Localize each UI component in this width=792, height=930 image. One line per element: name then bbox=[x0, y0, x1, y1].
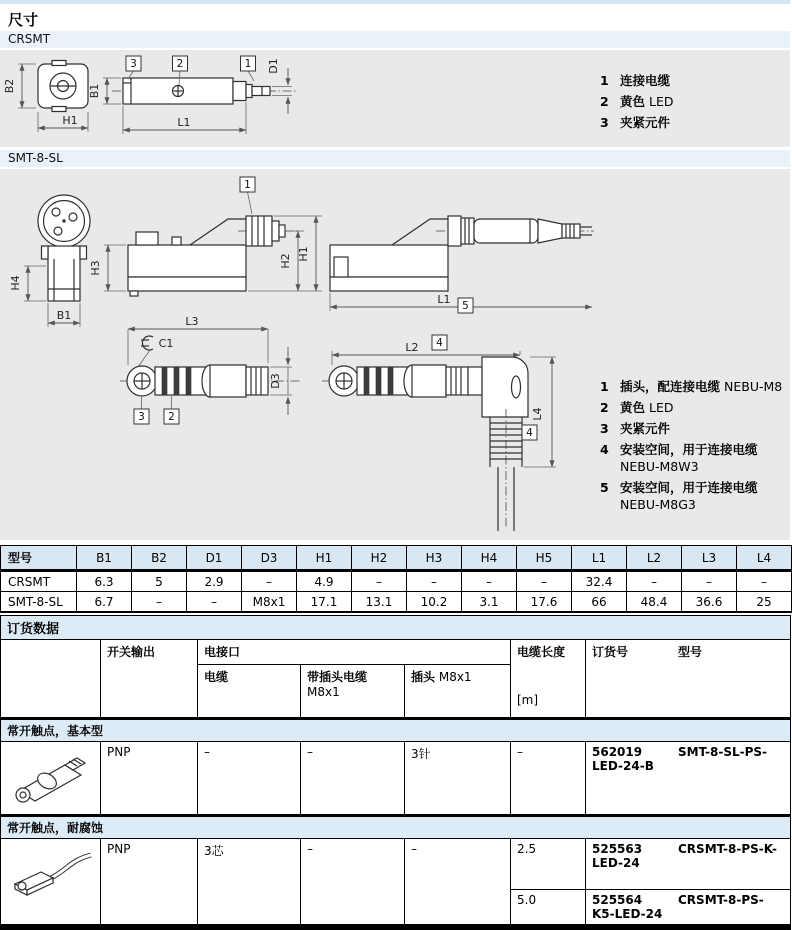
col-header: H5 bbox=[517, 546, 572, 571]
cell-cable-length: – bbox=[511, 742, 586, 816]
col-header-cable-with-plug: 带插头电缆 M8x1 bbox=[301, 665, 405, 719]
cell-cable: 3芯 bbox=[198, 839, 301, 928]
legend-item: 1 连接电缆 bbox=[600, 73, 671, 88]
cell: – bbox=[737, 571, 792, 592]
cell: 48.4 bbox=[627, 592, 682, 613]
cell-cable-length: 5.0 bbox=[511, 890, 586, 928]
cell: 4.9 bbox=[297, 571, 352, 592]
dim-label-l1: L1 bbox=[177, 116, 191, 129]
dim-label-l2: L2 bbox=[405, 341, 419, 354]
col-header-plug: 插头 M8x1 bbox=[405, 665, 511, 719]
col-header-cable-length: 电缆长度 [m] bbox=[511, 640, 586, 719]
smt-side-view-connector bbox=[330, 216, 594, 291]
cell: 2.9 bbox=[187, 571, 242, 592]
svg-text:5: 5 bbox=[462, 300, 469, 312]
cell: 13.1 bbox=[352, 592, 407, 613]
cell: 10.2 bbox=[407, 592, 462, 613]
section-header-crsmt: CRSMT bbox=[0, 31, 790, 48]
dim-label-l4: L4 bbox=[531, 407, 544, 421]
dim-label-b2: B2 bbox=[3, 78, 16, 94]
col-header: L1 bbox=[572, 546, 627, 571]
col-header-image bbox=[1, 640, 101, 719]
dim-label-b1: B1 bbox=[88, 83, 101, 99]
legend-item: 3 夹紧元件 bbox=[600, 115, 671, 130]
dim-label-h4: H4 bbox=[9, 275, 22, 291]
cell: 6.7 bbox=[77, 592, 132, 613]
legend-item: 5 安装空间，用于连接电缆 NEBU-M8G3 bbox=[600, 480, 758, 512]
dim-label-h1: H1 bbox=[62, 114, 78, 127]
svg-text:4: 4 bbox=[436, 337, 443, 349]
dim-label-c1: C1 bbox=[158, 337, 174, 350]
svg-text:2: 2 bbox=[168, 411, 175, 423]
col-header: D3 bbox=[242, 546, 297, 571]
cell: – bbox=[132, 592, 187, 613]
table-row-crsmt-8-ps-k-led-24 bbox=[1, 839, 791, 890]
section-header-smt-8-sl: SMT-8-SL bbox=[0, 150, 790, 167]
cell: – bbox=[407, 571, 462, 592]
wrench-icon bbox=[141, 336, 153, 350]
svg-text:3: 3 bbox=[138, 411, 145, 423]
cell: – bbox=[462, 571, 517, 592]
col-header: D1 bbox=[187, 546, 242, 571]
callout-1 bbox=[241, 56, 256, 81]
table-row-smt-8-sl bbox=[1, 592, 792, 613]
ordering-header-row-1 bbox=[1, 640, 791, 665]
cell: – bbox=[627, 571, 682, 592]
cell: – bbox=[682, 571, 737, 592]
cell-switch-output: PNP bbox=[101, 742, 198, 816]
cell: 17.1 bbox=[297, 592, 352, 613]
cell: 25 bbox=[737, 592, 792, 613]
cell-plug: 3针 bbox=[405, 742, 511, 816]
section-row-basic bbox=[1, 719, 791, 742]
col-header: H2 bbox=[352, 546, 407, 571]
cell-plug: – bbox=[405, 839, 511, 928]
callout-1 bbox=[240, 177, 255, 214]
crsmt-side-view bbox=[112, 78, 296, 104]
smt-sensor-image bbox=[7, 745, 99, 807]
smt-side-view bbox=[128, 216, 300, 296]
cell-model: CRSMT bbox=[1, 571, 77, 592]
callout-3 bbox=[134, 397, 149, 424]
smt-dimension-drawing bbox=[0, 169, 600, 540]
dim-label-h3: H3 bbox=[89, 260, 102, 276]
callout-4 bbox=[522, 425, 537, 440]
cell-cable-with-plug: – bbox=[301, 742, 405, 816]
dim-label-l3: L3 bbox=[185, 315, 199, 328]
crsmt-sensor-image bbox=[7, 842, 99, 904]
crsmt-dimension-drawing bbox=[0, 50, 560, 147]
cell-cable-length: 2.5 bbox=[511, 839, 586, 890]
ordering-title: 订货数据 bbox=[1, 616, 791, 640]
col-header-cable: 电缆 bbox=[198, 665, 301, 719]
dimension-table bbox=[0, 545, 792, 613]
cell-partno-type: 562019 SMT-8-SL-PS-LED-24-B bbox=[586, 742, 791, 816]
section-label: 常开触点，耐腐蚀 bbox=[1, 816, 791, 839]
cell-cable-with-plug: – bbox=[301, 839, 405, 928]
col-header: B2 bbox=[132, 546, 187, 571]
svg-text:1: 1 bbox=[244, 58, 252, 70]
cell: – bbox=[352, 571, 407, 592]
table-row-crsmt bbox=[1, 571, 792, 592]
col-header: H1 bbox=[297, 546, 352, 571]
cell: – bbox=[242, 571, 297, 592]
cell: 3.1 bbox=[462, 592, 517, 613]
col-header-switch-output: 开关输出 bbox=[101, 640, 198, 719]
cell-partno-type: 525564 CRSMT-8-PS-K5-LED-24 bbox=[586, 890, 791, 928]
crsmt-end-view bbox=[38, 61, 88, 112]
cell: 17.6 bbox=[517, 592, 572, 613]
callout-4 bbox=[432, 335, 447, 350]
legend-item: 4 安装空间，用于连接电缆 NEBU-M8W3 bbox=[600, 442, 758, 474]
page-title: 尺寸 bbox=[8, 11, 39, 29]
legend-item: 1 插头，配连接电缆 NEBU-M8 bbox=[600, 379, 783, 394]
dim-label-h1: H1 bbox=[297, 246, 310, 262]
cell: 36.6 bbox=[682, 592, 737, 613]
cell: 32.4 bbox=[572, 571, 627, 592]
table-row-smt-8-sl-ps-led-24-b bbox=[1, 742, 791, 816]
svg-text:2: 2 bbox=[176, 58, 184, 70]
cell: – bbox=[187, 592, 242, 613]
callout-3 bbox=[126, 56, 141, 79]
cell-partno-type: 525563 CRSMT-8-PS-K-LED-24 bbox=[586, 839, 791, 890]
ordering-title-row bbox=[1, 616, 791, 640]
legend-item: 3 夹紧元件 bbox=[600, 421, 671, 436]
smt-end-view bbox=[38, 195, 90, 301]
cell-model: SMT-8-SL bbox=[1, 592, 77, 613]
col-header: L3 bbox=[682, 546, 737, 571]
dim-label-l1: L1 bbox=[437, 293, 451, 306]
svg-text:3: 3 bbox=[130, 58, 137, 70]
cell: – bbox=[517, 571, 572, 592]
ordering-table bbox=[0, 615, 791, 930]
col-header: L4 bbox=[737, 546, 792, 571]
svg-text:4: 4 bbox=[526, 427, 533, 439]
top-accent-strip bbox=[0, 0, 790, 4]
col-header-model: 型号 bbox=[1, 546, 77, 571]
cell: M8x1 bbox=[242, 592, 297, 613]
dim-label-h2: H2 bbox=[279, 253, 292, 269]
cell: 66 bbox=[572, 592, 627, 613]
product-image-smt bbox=[1, 742, 101, 816]
dim-label-d1: D1 bbox=[267, 58, 280, 74]
col-header-partno-type: 订货号 型号 bbox=[586, 640, 791, 719]
legend-item: 2 黄色 LED bbox=[600, 400, 674, 415]
col-header: H4 bbox=[462, 546, 517, 571]
dim-label-b1: B1 bbox=[56, 309, 72, 322]
cell: 6.3 bbox=[77, 571, 132, 592]
smt-top-view-angled bbox=[322, 357, 528, 531]
callout-5 bbox=[458, 298, 473, 313]
crsmt-legend bbox=[600, 72, 784, 135]
smt-legend bbox=[600, 378, 784, 517]
col-header-electrical: 电接口 bbox=[198, 640, 511, 665]
cell: 5 bbox=[132, 571, 187, 592]
col-header: L2 bbox=[627, 546, 682, 571]
cell-switch-output: PNP bbox=[101, 839, 198, 928]
col-header: B1 bbox=[77, 546, 132, 571]
legend-item: 2 黄色 LED bbox=[600, 94, 674, 109]
col-header: H3 bbox=[407, 546, 462, 571]
product-image-crsmt bbox=[1, 839, 101, 928]
dim-label-d3: D3 bbox=[269, 373, 282, 389]
cell-cable: – bbox=[198, 742, 301, 816]
dimension-table-header-row bbox=[1, 546, 792, 571]
section-row-corrosion bbox=[1, 816, 791, 839]
svg-text:1: 1 bbox=[244, 179, 251, 191]
section-label: 常开触点，基本型 bbox=[1, 719, 791, 742]
callout-2 bbox=[164, 396, 179, 424]
